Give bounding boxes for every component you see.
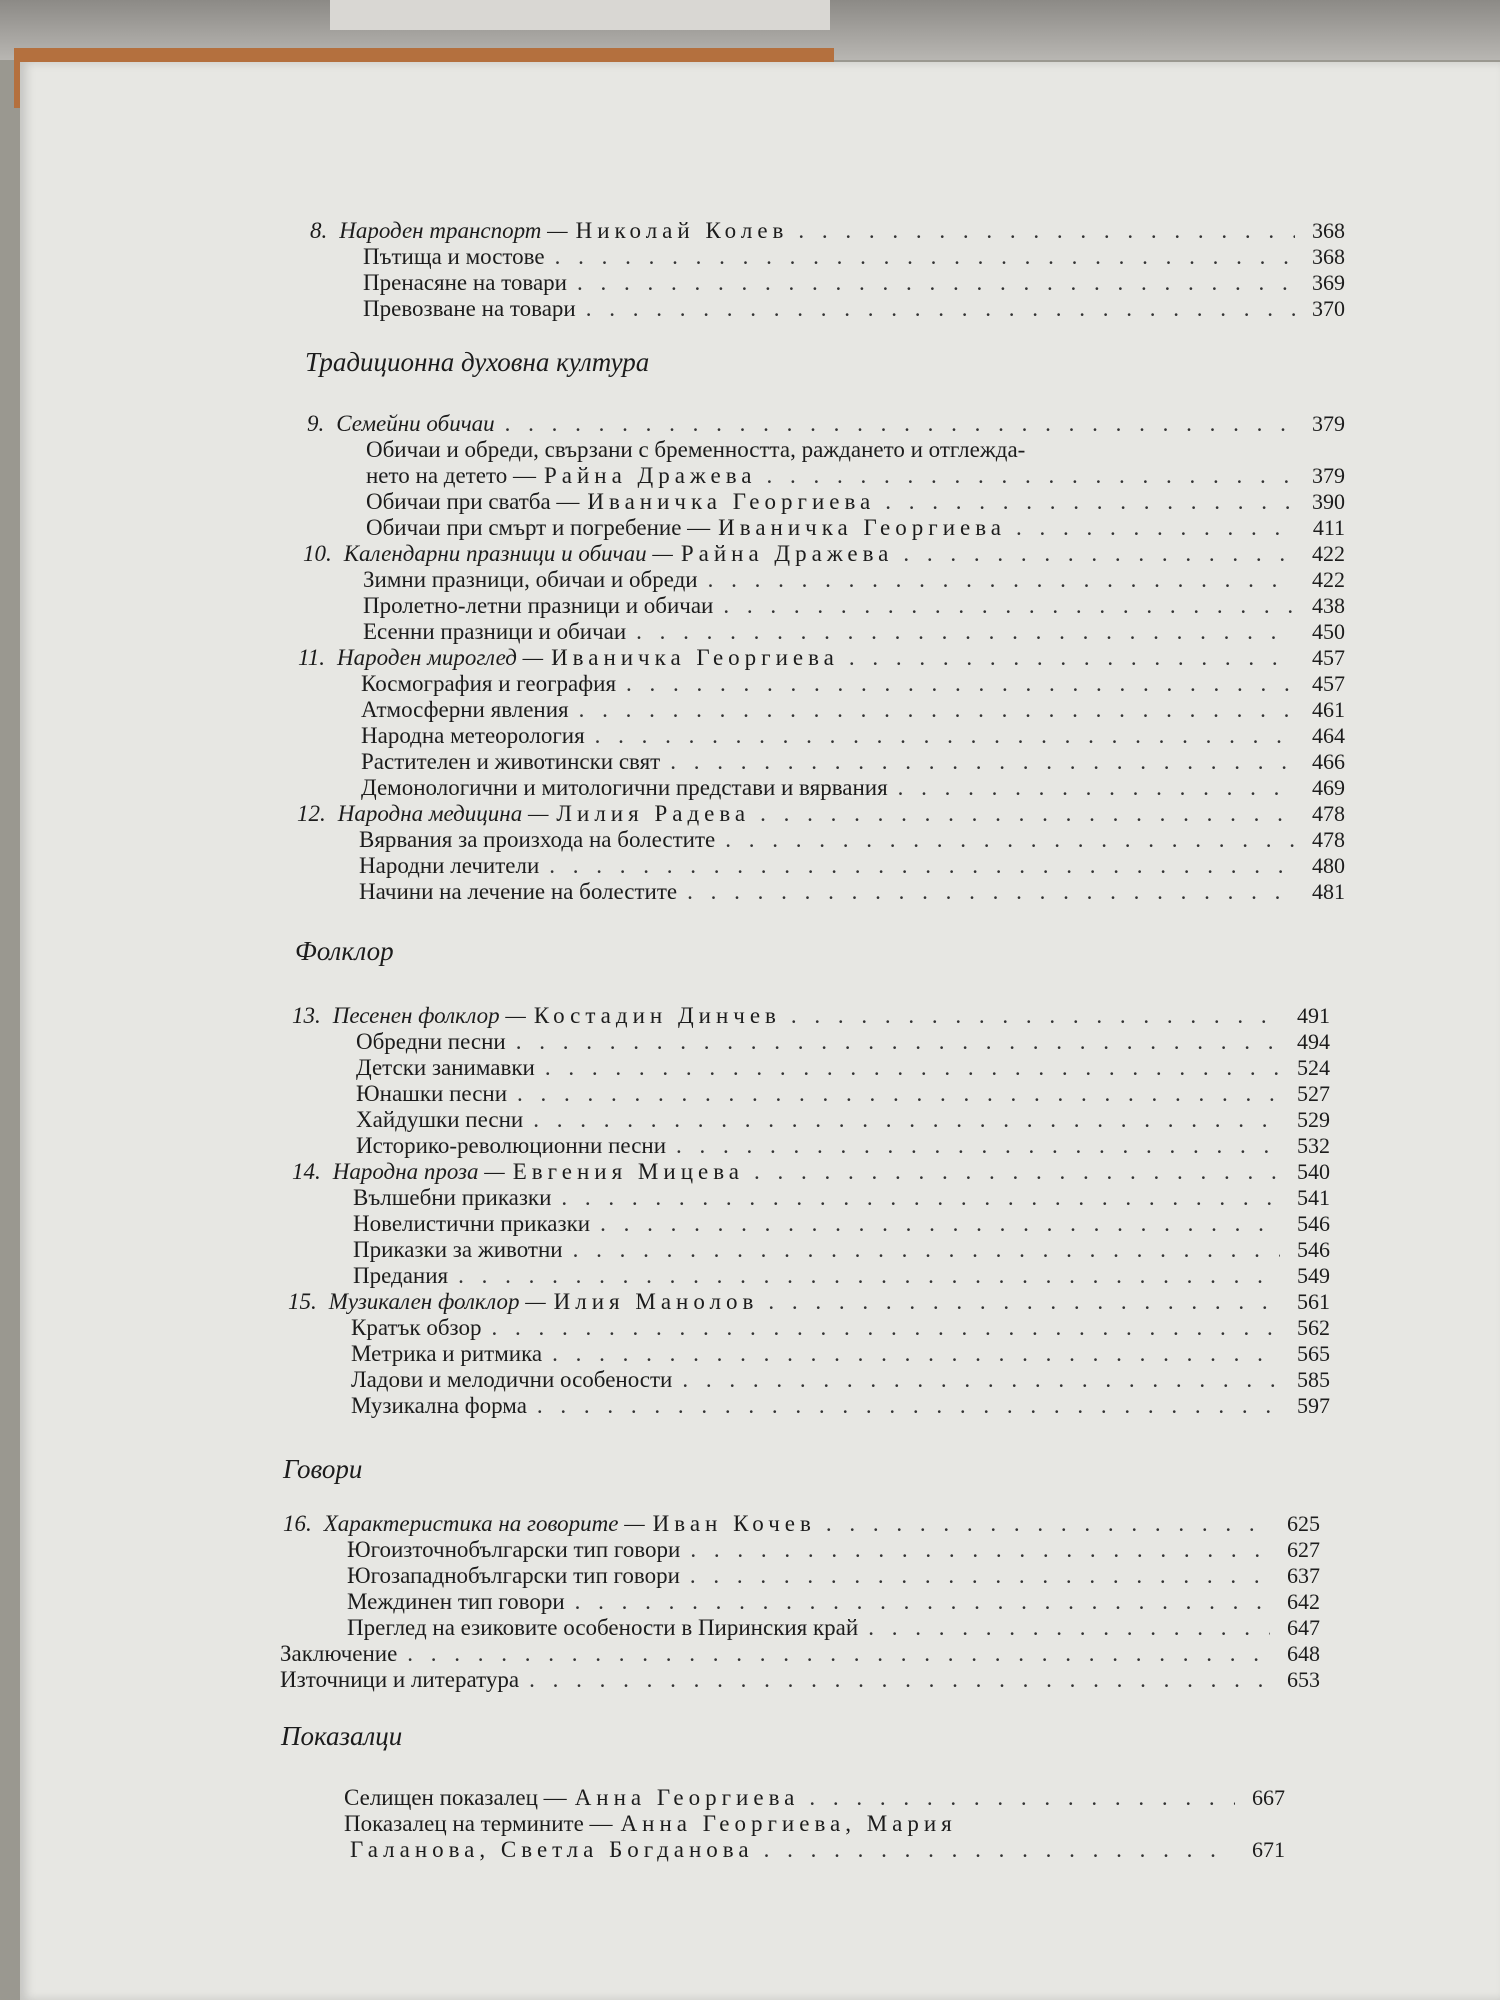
chapter-number: 16. bbox=[283, 1511, 312, 1536]
leader-dots bbox=[579, 696, 1295, 724]
leader-dots bbox=[537, 1392, 1280, 1420]
leader-dots bbox=[670, 748, 1295, 776]
toc-entry bbox=[359, 878, 1345, 906]
toc-entry bbox=[361, 722, 1345, 750]
leader-dots bbox=[1016, 514, 1295, 542]
chapter-number: 14. bbox=[292, 1159, 321, 1184]
toc-entry bbox=[298, 644, 1345, 672]
entry-title: Приказки за животни bbox=[353, 1237, 563, 1262]
leader-dots bbox=[529, 1666, 1270, 1694]
page-number: 546 bbox=[1297, 1237, 1330, 1262]
chapter-title: Народна проза — bbox=[332, 1159, 505, 1184]
page-number: 494 bbox=[1297, 1029, 1330, 1054]
page-number: 422 bbox=[1312, 541, 1345, 566]
toc-entry bbox=[351, 1340, 1330, 1368]
entry-title: Източници и литература bbox=[280, 1667, 520, 1692]
toc-entry bbox=[297, 800, 1345, 828]
page-number: 565 bbox=[1297, 1341, 1330, 1366]
toc-entry bbox=[366, 488, 1345, 516]
entry-author: Илия Манолов bbox=[553, 1289, 759, 1314]
leader-dots bbox=[586, 295, 1295, 323]
entry-author: Анна Георгиева bbox=[574, 1785, 800, 1810]
toc-entry bbox=[344, 1810, 1285, 1838]
entry-title: Обичаи и обреди, свързани с бременността, раждането и отглежда- bbox=[366, 437, 1026, 462]
leader-dots bbox=[687, 878, 1295, 906]
toc-entry bbox=[283, 1510, 1320, 1538]
entry-title: Пътища и мостове bbox=[363, 244, 545, 269]
leader-dots bbox=[798, 217, 1295, 245]
leader-dots bbox=[573, 1236, 1280, 1264]
toc-entry bbox=[356, 1054, 1330, 1082]
toc-entry bbox=[363, 295, 1345, 323]
toc-entry bbox=[356, 1132, 1330, 1160]
chapter-number: 11. bbox=[298, 645, 326, 670]
entry-title: Показалец на термините — bbox=[344, 1811, 613, 1836]
page-number: 461 bbox=[1312, 697, 1345, 722]
page-number: 648 bbox=[1287, 1641, 1320, 1666]
entry-title: Превозване на товари bbox=[363, 296, 576, 321]
toc-entry bbox=[353, 1236, 1330, 1264]
leader-dots bbox=[533, 1106, 1280, 1134]
entry-title: Атмосферни явления bbox=[361, 697, 569, 722]
entry-title: Заключение bbox=[280, 1641, 398, 1666]
section-heading-spiritual: Традиционна духовна култура bbox=[305, 347, 650, 377]
entry-author: Анна Георгиева, Мария bbox=[620, 1811, 957, 1836]
toc-entry bbox=[366, 514, 1345, 542]
chapter-title: Семейни обичаи bbox=[336, 411, 495, 436]
chapter-number: 10. bbox=[303, 541, 332, 566]
page-number: 480 bbox=[1312, 853, 1345, 878]
entry-author: Райна Дражева bbox=[543, 463, 757, 488]
page-number: 411 bbox=[1312, 515, 1345, 540]
leader-dots bbox=[708, 566, 1295, 594]
entry-title: Музикална форма bbox=[351, 1393, 527, 1418]
toc-entry bbox=[363, 618, 1345, 646]
entry-title: Детски занимавки bbox=[356, 1055, 535, 1080]
leader-dots bbox=[517, 1080, 1280, 1108]
toc-entry bbox=[366, 436, 1345, 464]
leader-dots bbox=[885, 488, 1295, 516]
leader-dots bbox=[600, 1210, 1280, 1238]
toc-entry bbox=[292, 1002, 1330, 1030]
entry-title: Юнашки песни bbox=[356, 1081, 508, 1106]
toc-entry bbox=[292, 1158, 1330, 1186]
entry-title: Начини на лечение на болестите bbox=[359, 879, 678, 904]
entry-author: Иваничка Георгиева bbox=[587, 489, 876, 514]
entry-title: Зимни празници, обичаи и обреди bbox=[363, 567, 698, 592]
entry-title: Метрика и ритмика bbox=[351, 1341, 543, 1366]
page-number: 527 bbox=[1297, 1081, 1330, 1106]
page-number: 478 bbox=[1312, 801, 1345, 826]
page-number: 637 bbox=[1287, 1563, 1320, 1588]
toc-entry bbox=[351, 1314, 1330, 1342]
toc-entry bbox=[280, 1640, 1320, 1668]
leader-dots bbox=[549, 852, 1295, 880]
page-number: 369 bbox=[1312, 270, 1345, 295]
toc-entry bbox=[353, 1184, 1330, 1212]
toc-entry bbox=[356, 1028, 1330, 1056]
toc-entry bbox=[361, 670, 1345, 698]
leader-dots bbox=[577, 269, 1295, 297]
leader-dots bbox=[767, 462, 1296, 490]
page-number: 585 bbox=[1297, 1367, 1330, 1392]
entry-title: Новелистични приказки bbox=[353, 1211, 591, 1236]
entry-title: Вълшебни приказки bbox=[353, 1185, 552, 1210]
page-number: 546 bbox=[1297, 1211, 1330, 1236]
leader-dots bbox=[561, 1184, 1280, 1212]
entry-author: Райна Дражева bbox=[680, 541, 894, 566]
leader-dots bbox=[626, 670, 1295, 698]
torn-paper bbox=[330, 0, 830, 30]
toc-entry bbox=[356, 1080, 1330, 1108]
leader-dots bbox=[791, 1002, 1280, 1030]
page-number: 450 bbox=[1312, 619, 1345, 644]
book-page bbox=[20, 62, 1500, 2000]
chapter-title: Народна медицина — bbox=[337, 801, 549, 826]
entry-author: Иваничка Георгиева bbox=[718, 515, 1006, 540]
entry-title: Народни лечители bbox=[359, 853, 540, 878]
leader-dots bbox=[760, 800, 1295, 828]
page-number: 549 bbox=[1297, 1263, 1330, 1288]
page-number: 647 bbox=[1287, 1615, 1320, 1640]
entry-title: Есенни празници и обичаи bbox=[363, 619, 627, 644]
toc-entry bbox=[347, 1562, 1320, 1590]
leader-dots bbox=[555, 243, 1295, 271]
entry-title: Космография и география bbox=[361, 671, 617, 696]
page-number: 390 bbox=[1312, 489, 1345, 514]
entry-title: Предания bbox=[353, 1263, 449, 1288]
page-number: 541 bbox=[1297, 1185, 1330, 1210]
leader-dots bbox=[545, 1054, 1280, 1082]
entry-title: Югозападнобългарски тип говори bbox=[347, 1563, 680, 1588]
chapter-title: Песенен фолклор — bbox=[332, 1003, 526, 1028]
toc-entry bbox=[351, 1366, 1330, 1394]
chapter-number: 8. bbox=[310, 218, 328, 243]
section-heading-folklore: Фолклор bbox=[295, 936, 394, 966]
page-number: 368 bbox=[1312, 244, 1345, 269]
chapter-title: Календарни празници и обичаи — bbox=[343, 541, 673, 566]
page-number: 422 bbox=[1312, 567, 1345, 592]
page-number: 562 bbox=[1297, 1315, 1330, 1340]
entry-title: Вярвания за произхода на болестите bbox=[359, 827, 716, 852]
toc-entry bbox=[347, 1614, 1320, 1642]
toc-entry bbox=[280, 1666, 1320, 1694]
table-of-contents bbox=[20, 62, 1500, 2000]
leader-dots bbox=[458, 1262, 1280, 1290]
leader-dots bbox=[676, 1132, 1280, 1160]
toc-entry bbox=[359, 852, 1345, 880]
page-number: 457 bbox=[1312, 645, 1345, 670]
entry-title: Кратък обзор bbox=[351, 1315, 482, 1340]
entry-title: Народна метеорология bbox=[361, 723, 585, 748]
chapter-number: 15. bbox=[288, 1289, 317, 1314]
page-number: 466 bbox=[1312, 749, 1345, 774]
toc-entry bbox=[347, 1536, 1320, 1564]
section-heading-dialects: Говори bbox=[283, 1454, 363, 1484]
toc-entry bbox=[342, 1836, 1285, 1864]
toc-entry bbox=[356, 1106, 1330, 1134]
leader-dots bbox=[505, 410, 1295, 438]
toc-entry bbox=[363, 566, 1345, 594]
toc-entry bbox=[359, 826, 1345, 854]
leader-dots bbox=[491, 1314, 1280, 1342]
toc-entry bbox=[353, 1262, 1330, 1290]
page-number: 597 bbox=[1297, 1393, 1330, 1418]
entry-title: Обичаи при сватба — bbox=[366, 489, 580, 514]
leader-dots bbox=[682, 1366, 1280, 1394]
entry-title: Историко-революционни песни bbox=[356, 1133, 667, 1158]
toc-entry bbox=[363, 592, 1345, 620]
leader-dots bbox=[898, 774, 1295, 802]
chapter-title: Музикален фолклор — bbox=[328, 1289, 546, 1314]
leader-dots bbox=[407, 1640, 1270, 1668]
page-number: 464 bbox=[1312, 723, 1345, 748]
page-number: 379 bbox=[1312, 411, 1345, 436]
page-number: 457 bbox=[1312, 671, 1345, 696]
leader-dots bbox=[725, 826, 1295, 854]
toc-entry bbox=[361, 774, 1345, 802]
leader-dots bbox=[595, 722, 1295, 750]
toc-entry bbox=[363, 269, 1345, 297]
leader-dots bbox=[903, 540, 1295, 568]
toc-entry bbox=[288, 1288, 1330, 1316]
chapter-number: 13. bbox=[292, 1003, 321, 1028]
toc-entry bbox=[344, 1784, 1285, 1812]
entry-title: Селищен показалец — bbox=[344, 1785, 567, 1810]
toc-entry bbox=[351, 1392, 1330, 1420]
page-number: 671 bbox=[1252, 1837, 1285, 1862]
chapter-title: Характеристика на говорите — bbox=[323, 1511, 645, 1536]
entry-title: Преглед на езиковите особености в Пиринския край bbox=[347, 1615, 859, 1640]
page-number: 370 bbox=[1312, 296, 1345, 321]
toc-entry bbox=[366, 462, 1345, 490]
section-heading-indexes: Показалци bbox=[281, 1721, 403, 1751]
entry-title: Пролетно-летни празници и обичаи bbox=[363, 593, 714, 618]
entry-title: Растителен и животински свят bbox=[361, 749, 661, 774]
entry-title: нето на детето — bbox=[366, 463, 536, 488]
entry-title: Ладови и мелодични особености bbox=[351, 1367, 673, 1392]
toc-entry bbox=[310, 217, 1345, 245]
page-number: 478 bbox=[1312, 827, 1345, 852]
leader-dots bbox=[516, 1028, 1280, 1056]
toc-entry bbox=[307, 410, 1345, 438]
page-number: 524 bbox=[1297, 1055, 1330, 1080]
leader-dots bbox=[552, 1340, 1280, 1368]
page-number: 642 bbox=[1287, 1589, 1320, 1614]
page-number: 469 bbox=[1312, 775, 1345, 800]
page-number: 667 bbox=[1252, 1785, 1285, 1810]
page-number: 540 bbox=[1297, 1159, 1330, 1184]
entry-title: Обредни песни bbox=[356, 1029, 506, 1054]
toc-entry bbox=[361, 748, 1345, 776]
entry-author: Иван Кочев bbox=[652, 1511, 816, 1536]
toc-entry bbox=[363, 243, 1345, 271]
page-number: 491 bbox=[1297, 1003, 1330, 1028]
entry-author: Костадин Динчев bbox=[533, 1003, 781, 1028]
page-number: 481 bbox=[1312, 879, 1345, 904]
page-number: 561 bbox=[1297, 1289, 1330, 1314]
entry-author: Лилия Радева bbox=[556, 801, 751, 826]
toc-entry bbox=[347, 1588, 1320, 1616]
page-number: 379 bbox=[1312, 463, 1345, 488]
toc-entry bbox=[303, 540, 1345, 568]
entry-author: Галанова, Светла Богданова bbox=[350, 1837, 754, 1862]
page-number: 438 bbox=[1312, 593, 1345, 618]
page-number: 653 bbox=[1287, 1667, 1320, 1692]
leader-dots bbox=[768, 1288, 1280, 1316]
page-number: 625 bbox=[1287, 1511, 1320, 1536]
entry-title: Демонологични и митологични представи и вярвания bbox=[361, 775, 888, 800]
leader-dots bbox=[723, 592, 1295, 620]
entry-author: Иваничка Георгиева bbox=[551, 645, 839, 670]
leader-dots bbox=[849, 644, 1295, 672]
leader-dots bbox=[575, 1588, 1270, 1616]
toc-entry bbox=[361, 696, 1345, 724]
entry-title: Хайдушки песни bbox=[356, 1107, 524, 1132]
page-number: 368 bbox=[1312, 218, 1345, 243]
entry-title: Югоизточнобългарски тип говори bbox=[347, 1537, 681, 1562]
leader-dots bbox=[764, 1836, 1235, 1864]
entry-title: Пренасяне на товари bbox=[363, 270, 567, 295]
entry-title: Обичаи при смърт и погребение — bbox=[366, 515, 711, 540]
entry-title: Междинен тип говори bbox=[347, 1589, 565, 1614]
page-number: 532 bbox=[1297, 1133, 1330, 1158]
chapter-number: 12. bbox=[297, 801, 326, 826]
chapter-title: Народен мироглед — bbox=[337, 645, 544, 670]
chapter-number: 9. bbox=[307, 411, 325, 436]
leader-dots bbox=[809, 1784, 1235, 1812]
leader-dots bbox=[690, 1536, 1270, 1564]
leader-dots bbox=[636, 618, 1295, 646]
chapter-title: Народен транспорт — bbox=[339, 218, 568, 243]
leader-dots bbox=[826, 1510, 1270, 1538]
entry-author: Николай Колев bbox=[575, 218, 789, 243]
leader-dots bbox=[868, 1614, 1270, 1642]
page-number: 529 bbox=[1297, 1107, 1330, 1132]
leader-dots bbox=[690, 1562, 1270, 1590]
leader-dots bbox=[754, 1158, 1280, 1186]
page-number: 627 bbox=[1287, 1537, 1320, 1562]
toc-entry bbox=[353, 1210, 1330, 1238]
entry-author: Евгения Мицева bbox=[512, 1159, 744, 1184]
